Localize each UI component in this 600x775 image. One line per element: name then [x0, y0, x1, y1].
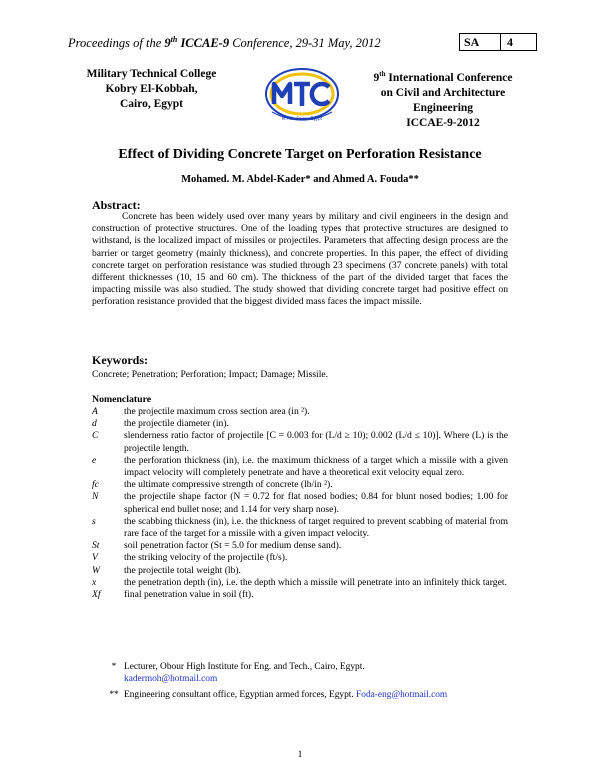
- email-link-1[interactable]: kadermoh@hotmail.com: [124, 674, 218, 684]
- nomenclature-item: Xf final penetration value in soil (ft).: [92, 589, 254, 601]
- keywords-heading: Keywords:: [92, 353, 148, 367]
- nomenclature-item: x the penetration depth (in), i.e. the depth which a missile will penetrate into an infinitely thick target.: [92, 576, 507, 588]
- nomenclature-item: fc the ultimate compressive strength of concrete (lb/in ²).: [92, 479, 333, 491]
- abstract-text: Concrete has been widely used over many years by military and civil engineers in the design and construction of protective structures. One of the loading types that protective structures are designed to withstand, is the localized impact of missiles or projectiles. Parameters that affecting design process are the barrier or target geometry (mainly thickness), and concrete properties. In this paper, the effect of dividing concrete target on perforation resistance was studied through 23 specimens (37 concrete panels) with total different thicknesses (10, 15 and 60 cm). The thickness of the part of the divided target that faces the impacting missile was also studied. The study showed that dividing concrete target had positive effect on perforation resistance provided that the biggest divided mass faces the impact missile.: [92, 211, 508, 308]
- paper-code-box: [459, 33, 537, 51]
- paper-number: 4: [507, 35, 513, 49]
- affiliation-right: 9th International Conference on Civil and Architecture Engineering ICCAE-9-2012: [373, 70, 513, 129]
- svg-text:M.T.C · Cairo · Egypt: M.T.C · Cairo · Egypt: [281, 116, 323, 121]
- nomenclature-item: e the perforation thickness (in), i.e. the maximum thickness of a target which a missile with a given impact velocity will completely penetrate and have a theoretical exit velocity equal zero.: [92, 454, 508, 479]
- footnote-1: * Lecturer, Obour High Institute for Eng. and Tech., Cairo, Egypt. kadermoh@hotmail.com: [111, 662, 365, 684]
- paper-code: SA: [460, 34, 501, 50]
- nomenclature-item: d the projectile diameter (in).: [92, 418, 229, 430]
- paper-title: Effect of Dividing Concrete Target on Perforation Resistance: [118, 147, 482, 162]
- nomenclature-item: N the projectile shape factor (N = 0.72 for flat nosed bodies; 0.84 for blunt nosed bodies; 1.00 for spherical end bullet nose; and 1.14 for very sharp nose).: [92, 491, 508, 515]
- affiliation-left: Military Technical College Kobry El-Kobbah, Cairo, Egypt: [86, 68, 217, 110]
- nomenclature-item: W the projectile total weight (lb).: [92, 564, 241, 576]
- nomenclature-item: St soil penetration factor (St = 5.0 for medium dense sand).: [92, 540, 342, 552]
- page-number: 1: [297, 749, 303, 760]
- email-link-2[interactable]: Foda-eng@hotmail.com: [356, 690, 448, 700]
- nomenclature-item: s the scabbing thickness (in), i.e. the thickness of target required to prevent scabbing of material from rare face of the target for a missile with a given impact velocity.: [92, 515, 508, 540]
- nomenclature-heading: Nomenclature: [92, 394, 152, 405]
- paper-authors: Mohamed. M. Abdel-Kader* and Ahmed A. Fouda**: [181, 174, 419, 185]
- nomenclature-list: [92, 406, 508, 601]
- footnotes: [104, 661, 504, 705]
- nomenclature-item: C slenderness ratio factor of projectile [C = 0.003 for (L/d ≥ 10); 0.002 (L/d ≤ 10)]. Where (L) is the projectile length.: [92, 430, 508, 454]
- nomenclature-item: V the striking velocity of the projectile (ft/s).: [92, 552, 288, 564]
- nomenclature-item: A the projectile maximum cross section area (in ²).: [92, 406, 310, 417]
- abstract-heading: Abstract:: [92, 198, 141, 212]
- mtc-logo: [262, 66, 342, 126]
- keywords-text: Concrete; Penetration; Perforation; Impact; Damage; Missile.: [92, 369, 329, 380]
- footnote-2: ** Engineering consultant office, Egyptian armed forces, Egypt. Foda-eng@hotmail.com: [109, 690, 448, 700]
- proceedings-header: Proceedings of the 9th ICCAE-9 Conference, 29-31 May, 2012: [68, 35, 381, 51]
